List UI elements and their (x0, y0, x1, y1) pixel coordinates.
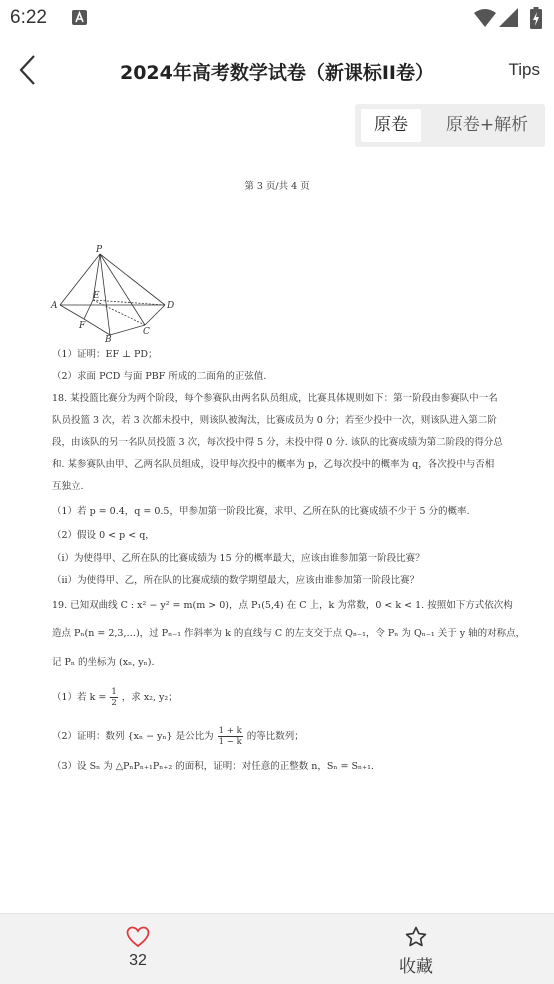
q18-part2: （2）假设 0 < p < q， (52, 530, 155, 541)
q18-line2: 队员投篮 3 次，若 3 次都未投中，则该队被淘汰，比赛成员为 0 分；若至少投中一次，则该队进入第二阶 (52, 415, 497, 426)
signal-icon (499, 8, 519, 28)
label-e: E (93, 291, 100, 301)
q19-part1-suffix: ，求 x₂, y₂； (121, 692, 178, 703)
q19-part1 (52, 686, 178, 710)
heart-icon (126, 926, 150, 948)
q18-line5: 互独立. (52, 481, 84, 492)
q17-part2: （2）求面 PCD 与面 PBF 所成的二面角的正弦值. (52, 371, 267, 382)
exam-document (0, 170, 554, 905)
label-a: A (51, 301, 58, 311)
like-button[interactable] (100, 922, 176, 980)
star-icon (404, 926, 428, 948)
fraction-one-half (110, 687, 117, 708)
label-b: B (105, 335, 112, 342)
tab-original[interactable]: 原卷 (361, 109, 421, 142)
back-button[interactable] (10, 50, 50, 90)
q19-part2-prefix: （2）证明：数列 {xₙ − yₙ} 是公比为 (52, 731, 214, 742)
q19-part2 (52, 725, 304, 749)
favorite-button[interactable] (378, 922, 454, 980)
fraction-numerator: 1 + k (218, 726, 242, 736)
q19-part1-prefix: （1）若 k = (52, 692, 107, 703)
fraction-ratio (218, 726, 243, 747)
fraction-denominator: 2 (111, 698, 117, 708)
q18-line1: 18. 某投篮比赛分为两个阶段，每个参赛队由两名队员组成，比赛具体规则如下：第一阶段由参赛队中一名 (52, 393, 498, 404)
favorite-label: 收藏 (399, 957, 433, 977)
a-letter-icon (72, 10, 87, 25)
q18-line3: 段，由该队的另一名队员投篮 3 次，每次投中得 5 分，未投中得 0 分. 该队的比赛成绩为第二阶段的得分总 (52, 437, 503, 448)
tips-link[interactable]: Tips (508, 60, 540, 79)
q18-part1: （1）若 p = 0.4，q = 0.5，甲参加第一阶段比赛，求甲、乙所在队的比赛成绩不少于 5 分的概率. (52, 506, 470, 517)
label-c: C (143, 327, 150, 337)
status-time: 6:22 (10, 7, 47, 28)
pyramid-figure (45, 242, 185, 342)
page-indicator: 第 3 页/共 4 页 (244, 181, 310, 192)
label-p: P (96, 245, 103, 255)
q19-part2-suffix: 的等比数列； (246, 731, 304, 742)
bottom-action-bar (0, 913, 554, 984)
app-header (0, 40, 554, 102)
label-d: D (167, 301, 175, 311)
chevron-left-icon (10, 50, 50, 90)
tab-original-with-analysis[interactable]: 原卷+解析 (445, 115, 529, 135)
q18-part2-ii: （ii）为使得甲、乙，所在队的比赛成绩的数学期望最大，应该由谁参加第一阶段比赛？ (52, 575, 420, 586)
q18-line4: 和. 某参赛队由甲、乙两名队员组成，设甲每次投中的概率为 p，乙每次投中的概率为 q，各次投中与否相 (52, 459, 495, 470)
q17-part1: （1）证明：EF ⊥ PD； (52, 349, 158, 360)
fraction-numerator: 1 (111, 687, 117, 697)
fraction-denominator: 1 − k (218, 737, 242, 747)
battery-charging-icon (530, 7, 542, 29)
q19-part3: （3）设 Sₙ 为 △PₙPₙ₊₁Pₙ₊₂ 的面积，证明：对任意的正整数 n，Sₙ = Sₙ₊₁. (52, 761, 374, 772)
q19-line2: 造点 Pₙ(n = 2,3,…)，过 Pₙ₋₁ 作斜率为 k 的直线与 C 的左支交于点 Qₙ₋₁，令 Pₙ 为 Qₙ₋₁ 关于 y 轴的对称点， (52, 628, 526, 639)
label-f: F (79, 321, 86, 331)
wifi-icon (474, 8, 496, 28)
q19-line3: 记 Pₙ 的坐标为 (xₙ, yₙ). (52, 657, 155, 668)
page-title: 2024年高考数学试卷（新课标II卷） (119, 62, 435, 84)
q18-part2-i: （i）为使得甲、乙所在队的比赛成绩为 15 分的概率最大，应该由谁参加第一阶段比赛？ (52, 553, 425, 564)
q19-line1: 19. 已知双曲线 C : x² − y² = m(m > 0)，点 P₁(5,4) 在 C 上，k 为常数，0 < k < 1. 按照如下方式依次构 (52, 600, 513, 611)
view-toggle (355, 104, 545, 147)
status-bar (0, 0, 554, 38)
like-count: 32 (129, 952, 147, 969)
